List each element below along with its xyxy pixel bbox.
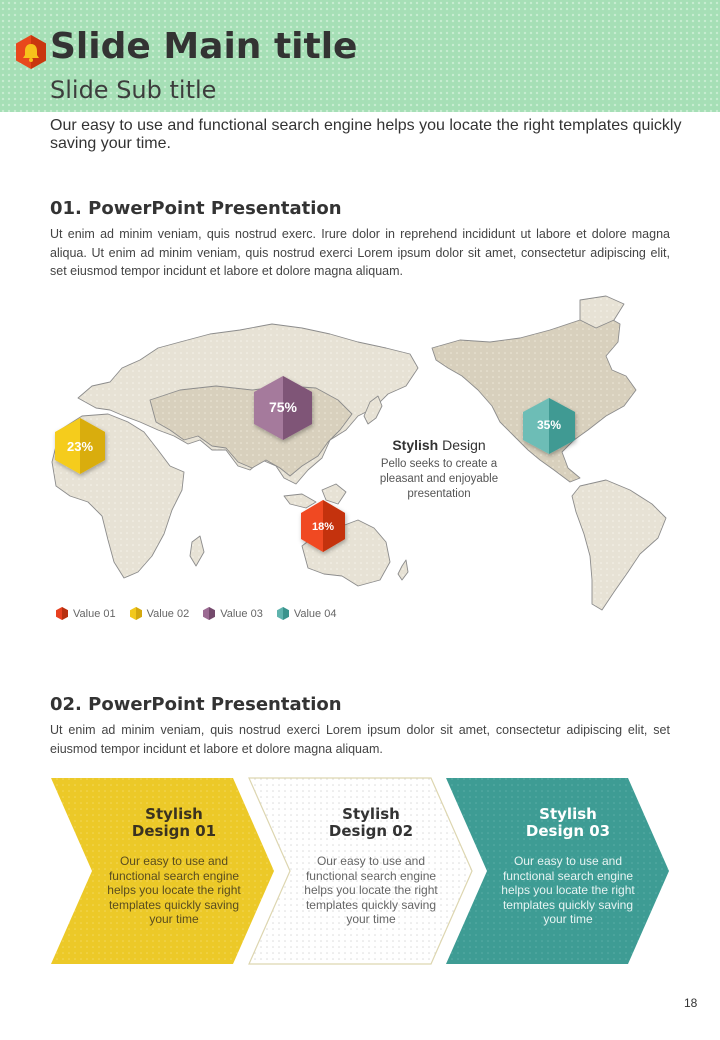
legend-label: Value 03 (220, 607, 263, 620)
step-3-text (493, 806, 643, 927)
legend-item (56, 607, 116, 620)
map-legend (56, 607, 336, 620)
south-america-shape (572, 480, 666, 610)
section2-heading: 02. PowerPoint Presentation (50, 694, 342, 715)
bell-icon (14, 34, 48, 70)
intro-text: Our easy to use and functional search engine helps you locate the right templates quickly saving your time. (50, 117, 682, 152)
legend-label: Value 02 (146, 607, 190, 620)
step-1-body: Our easy to use and functional search engine helps you locate the right templates quickly saving your time (107, 854, 241, 926)
step-1-title-line2: Design 01 (131, 822, 217, 840)
callout-title-bold: Stylish (392, 437, 439, 453)
legend-label: Value 01 (73, 607, 116, 620)
hexagon-icon (130, 607, 142, 620)
legend-item (277, 607, 337, 620)
map-callout (368, 438, 510, 502)
hexagon-icon (56, 607, 68, 620)
marker-18-label: 18% (311, 521, 335, 533)
hexagon-icon (277, 607, 289, 620)
step-3-title-line1: Stylish (539, 805, 597, 823)
legend-label: Value 04 (293, 607, 337, 620)
step-3-title-line2: Design 03 (525, 822, 611, 840)
legend-item (203, 607, 263, 620)
marker-23-label: 23% (66, 439, 94, 454)
marker-35-label: 35% (536, 418, 562, 432)
step-2-text (296, 806, 446, 927)
step-2-body: Our easy to use and functional search engine helps you locate the right templates quickly saving your time (304, 854, 438, 926)
page-title: Slide Main title (50, 26, 358, 67)
step-2-title-line2: Design 02 (328, 822, 414, 840)
hexagon-icon (203, 607, 215, 620)
section2-body: Ut enim ad minim veniam, quis nostrud exerci Lorem ipsum dolor sit amet, consectetur adipiscing elit, set eiusmod tempor incidunt et labore et dolore magna aliquam. (50, 723, 670, 756)
callout-body: Pello seeks to create a pleasant and enjoyable presentation (379, 458, 499, 500)
step-2-title-line1: Stylish (342, 805, 400, 823)
step-1-text (99, 806, 249, 927)
world-map (40, 290, 680, 620)
step-1-title-line1: Stylish (145, 805, 203, 823)
page-subtitle: Slide Sub title (50, 76, 217, 104)
section1-body: Ut enim ad minim veniam, quis nostrud exerc. Irure dolor in reprehend incididunt ut labore et dolore magna aliqua. Ut enim ad minim veniam, quis nostrud exerci Lorem ipsum dolor sit amet, consectetur adipiscing elit, set eiusmod tempor incidunt et labore et dolore magna aliquam. (50, 227, 670, 278)
section1-heading: 01. PowerPoint Presentation (50, 198, 342, 219)
legend-item (130, 607, 190, 620)
asia-region (150, 386, 352, 476)
marker-75-label: 75% (268, 399, 298, 415)
callout-title-rest: Design (438, 437, 486, 453)
step-3-body: Our easy to use and functional search engine helps you locate the right templates quickly saving your time (501, 854, 635, 926)
page-number: 18 (684, 996, 698, 1010)
